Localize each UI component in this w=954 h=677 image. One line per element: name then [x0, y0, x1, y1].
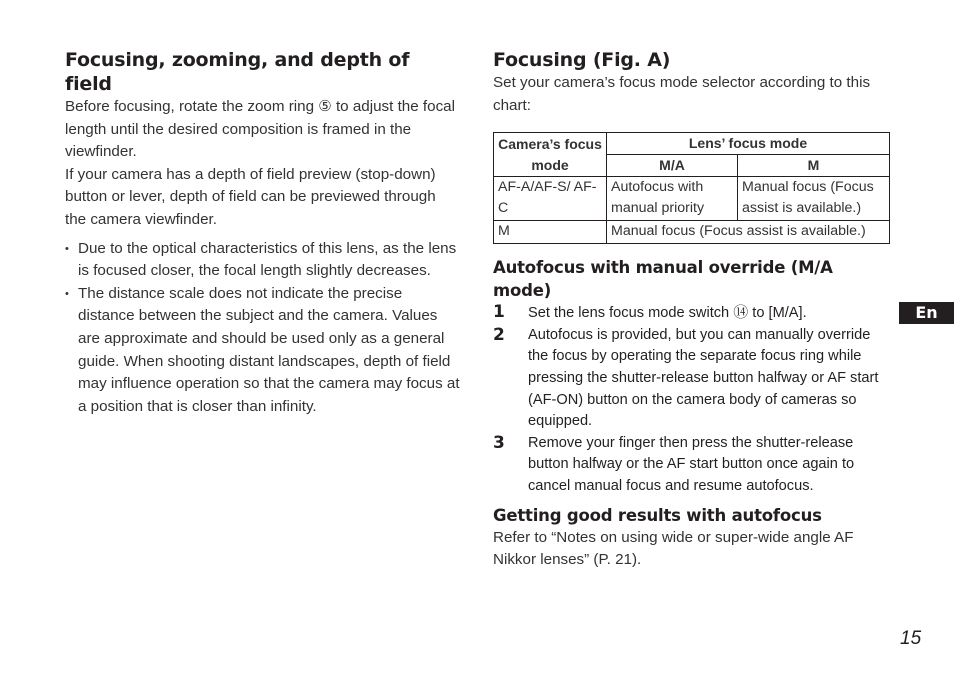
step-text	[528, 302, 807, 325]
table-cell: Manual focus (Focus assist is available.)	[738, 177, 890, 221]
zoom-ring-ref: ⑤	[318, 98, 332, 115]
camera-focus-mode-header: Camera’s focus mode	[494, 133, 607, 177]
steps-list	[493, 302, 891, 497]
step-number: 2	[493, 324, 505, 345]
section-heading-focusing-zooming: Focusing, zooming, and depth of field	[65, 49, 410, 95]
list-item: • The distance scale does not indicate the precise distance between the subject and the camera. Values are approximate and should be used only as a general guide. When shooting distant landscapes, depth of field may influence operation so that the camera may focus at a position that is closer than infinity.	[65, 283, 460, 419]
step-item	[493, 325, 891, 433]
step-number: 3	[493, 432, 505, 453]
section-heading-focusing: Focusing (Fig. A)	[493, 49, 671, 71]
ma-subheader: M/A	[607, 155, 738, 177]
zoom-paragraph-start: Before focusing, rotate the zoom ring	[65, 98, 319, 115]
notes-list	[65, 238, 460, 419]
right-column	[493, 48, 891, 572]
step-text-start: Set the lens focus mode switch	[528, 305, 734, 322]
step-text: Autofocus is provided, but you can manually override the focus by operating the separate focus ring while pressing the shutter-release button halfway or AF start (AF-ON) button on the camera body of cameras so equipped.	[528, 326, 879, 430]
zoom-paragraph-end: to adjust the focal length until the desired composition is framed in the viewfinder.	[65, 98, 455, 161]
step-number: 1	[493, 302, 505, 323]
step-item	[493, 302, 891, 325]
table-row	[494, 221, 890, 244]
subheading-good-results: Getting good results with autofocus	[493, 505, 822, 525]
table-cell: AF-A/AF-S/ AF-C	[494, 177, 607, 221]
zoom-paragraph	[65, 96, 460, 164]
table-cell: Manual focus (Focus assist is available.)	[607, 221, 890, 244]
focus-switch-ref: ⑭	[733, 304, 749, 322]
page-number: 15	[900, 628, 922, 649]
table-cell: Autofocus with manual priority	[607, 177, 738, 221]
refer-paragraph: Refer to “Notes on using wide or super-wide angle AF Nikkor lenses” (P. 21).	[493, 528, 854, 569]
lens-focus-mode-header: Lens’ focus mode	[607, 133, 890, 155]
focus-mode-table	[493, 132, 890, 244]
left-column	[65, 48, 460, 418]
step-text: Remove your finger then press the shutter-release button halfway or the AF start button once again to cancel manual focus and resume autofocus.	[528, 434, 855, 494]
language-tab: En	[899, 302, 954, 324]
m-subheader: M	[738, 155, 890, 177]
intro-paragraph: Set your camera’s focus mode selector according to this chart:	[493, 74, 871, 114]
step-text-end: to [M/A].	[748, 305, 807, 322]
table-row	[494, 177, 890, 221]
step-item	[493, 433, 891, 498]
table-cell: M	[494, 221, 607, 244]
subheading-ma-mode: Autofocus with manual override (M/A mode)	[493, 258, 833, 301]
dof-paragraph: If your camera has a depth of field preview (stop-down) button or lever, depth of field can be previewed through the camera viewfinder.	[65, 165, 436, 228]
list-item: • Due to the optical characteristics of this lens, as the lens is focused closer, the focal length slightly decreases.	[65, 238, 460, 283]
